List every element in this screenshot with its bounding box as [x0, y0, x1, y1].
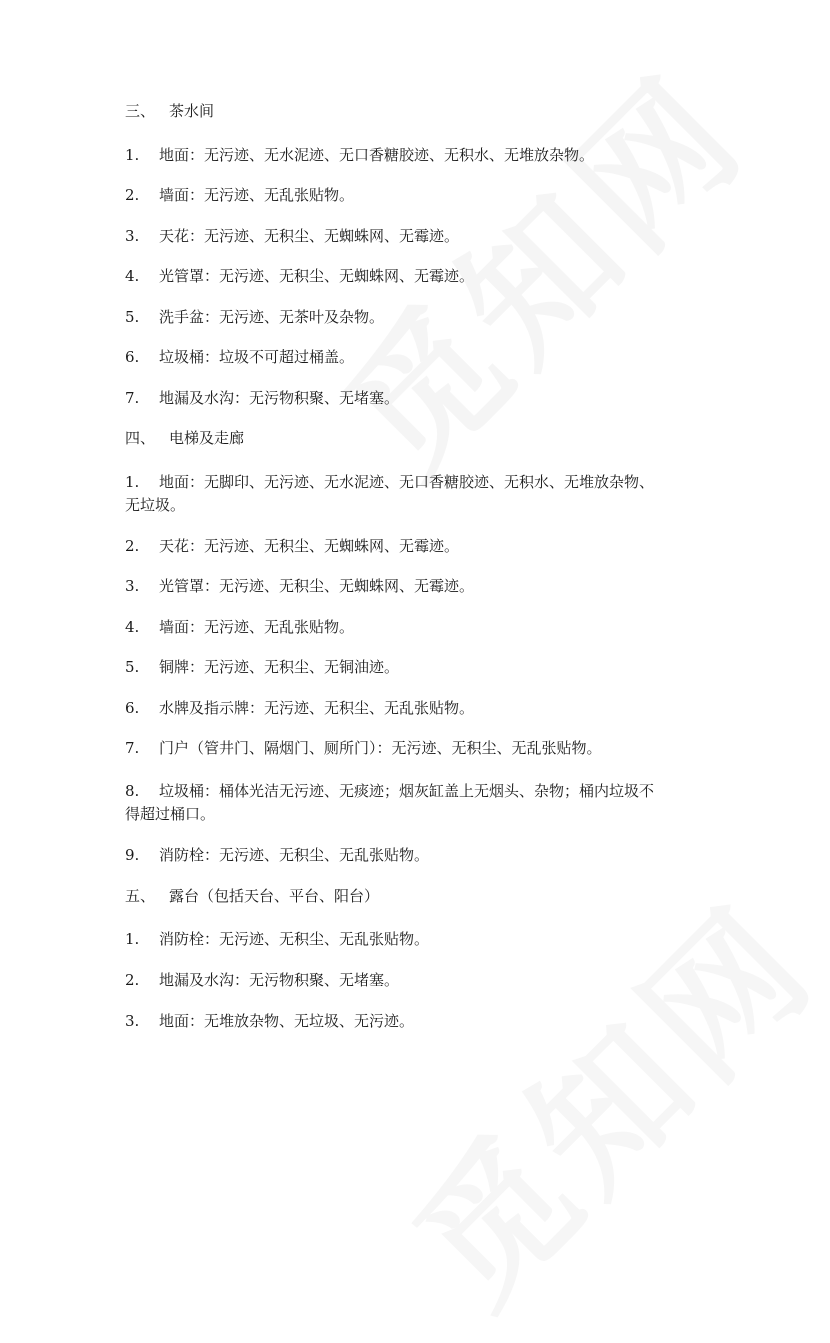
- list-item: 9. 消防栓：无污迹、无积尘、无乱张贴物。: [125, 846, 430, 864]
- watermark: [360, 851, 830, 1343]
- list-item: 2. 地漏及水沟：无污物积聚、无堵塞。: [125, 971, 400, 989]
- list-item: 3. 天花：无污迹、无积尘、无蜘蛛网、无霉迹。: [125, 227, 460, 245]
- list-item: 8. 垃圾桶：桶体光洁无污迹、无痰迹；烟灰缸盖上无烟头、杂物；桶内垃圾不: [125, 782, 655, 800]
- list-item: 5. 洗手盆：无污迹、无茶叶及杂物。: [125, 308, 385, 326]
- list-item: 6. 水牌及指示牌：无污迹、无积尘、无乱张贴物。: [125, 699, 475, 717]
- list-item: 7. 地漏及水沟：无污物积聚、无堵塞。: [125, 389, 400, 407]
- list-item: 3. 光管罩：无污迹、无积尘、无蜘蛛网、无霉迹。: [125, 577, 475, 595]
- list-item: 1. 地面：无脚印、无污迹、无水泥迹、无口香糖胶迹、无积水、无堆放杂物、: [125, 473, 655, 491]
- list-item: 6. 垃圾桶：垃圾不可超过桶盖。: [125, 348, 355, 366]
- list-item: 5. 铜牌：无污迹、无积尘、无铜油迹。: [125, 658, 400, 676]
- list-item: 1. 消防栓：无污迹、无积尘、无乱张贴物。: [125, 930, 430, 948]
- list-item: 2. 墙面：无污迹、无乱张贴物。: [125, 186, 355, 204]
- list-item: 4. 墙面：无污迹、无乱张贴物。: [125, 618, 355, 636]
- list-item: 1. 地面：无污迹、无水泥迹、无口香糖胶迹、无积水、无堆放杂物。: [125, 146, 595, 164]
- list-item: 3. 地面：无堆放杂物、无垃圾、无污迹。: [125, 1012, 415, 1030]
- section-heading: 三、 茶水间: [125, 102, 215, 120]
- list-item: 2. 天花：无污迹、无积尘、无蜘蛛网、无霉迹。: [125, 537, 460, 555]
- list-item-continuation: 得超过桶口。: [125, 805, 216, 823]
- section-heading: 五、 露台（包括天台、平台、阳台）: [125, 887, 380, 905]
- list-item: 4. 光管罩：无污迹、无积尘、无蜘蛛网、无霉迹。: [125, 267, 475, 285]
- section-heading: 四、 电梯及走廊: [125, 429, 245, 447]
- list-item-continuation: 无垃圾。: [125, 496, 186, 514]
- list-item: 7. 门户（管井门、隔烟门、厕所门）：无污迹、无积尘、无乱张贴物。: [125, 739, 602, 757]
